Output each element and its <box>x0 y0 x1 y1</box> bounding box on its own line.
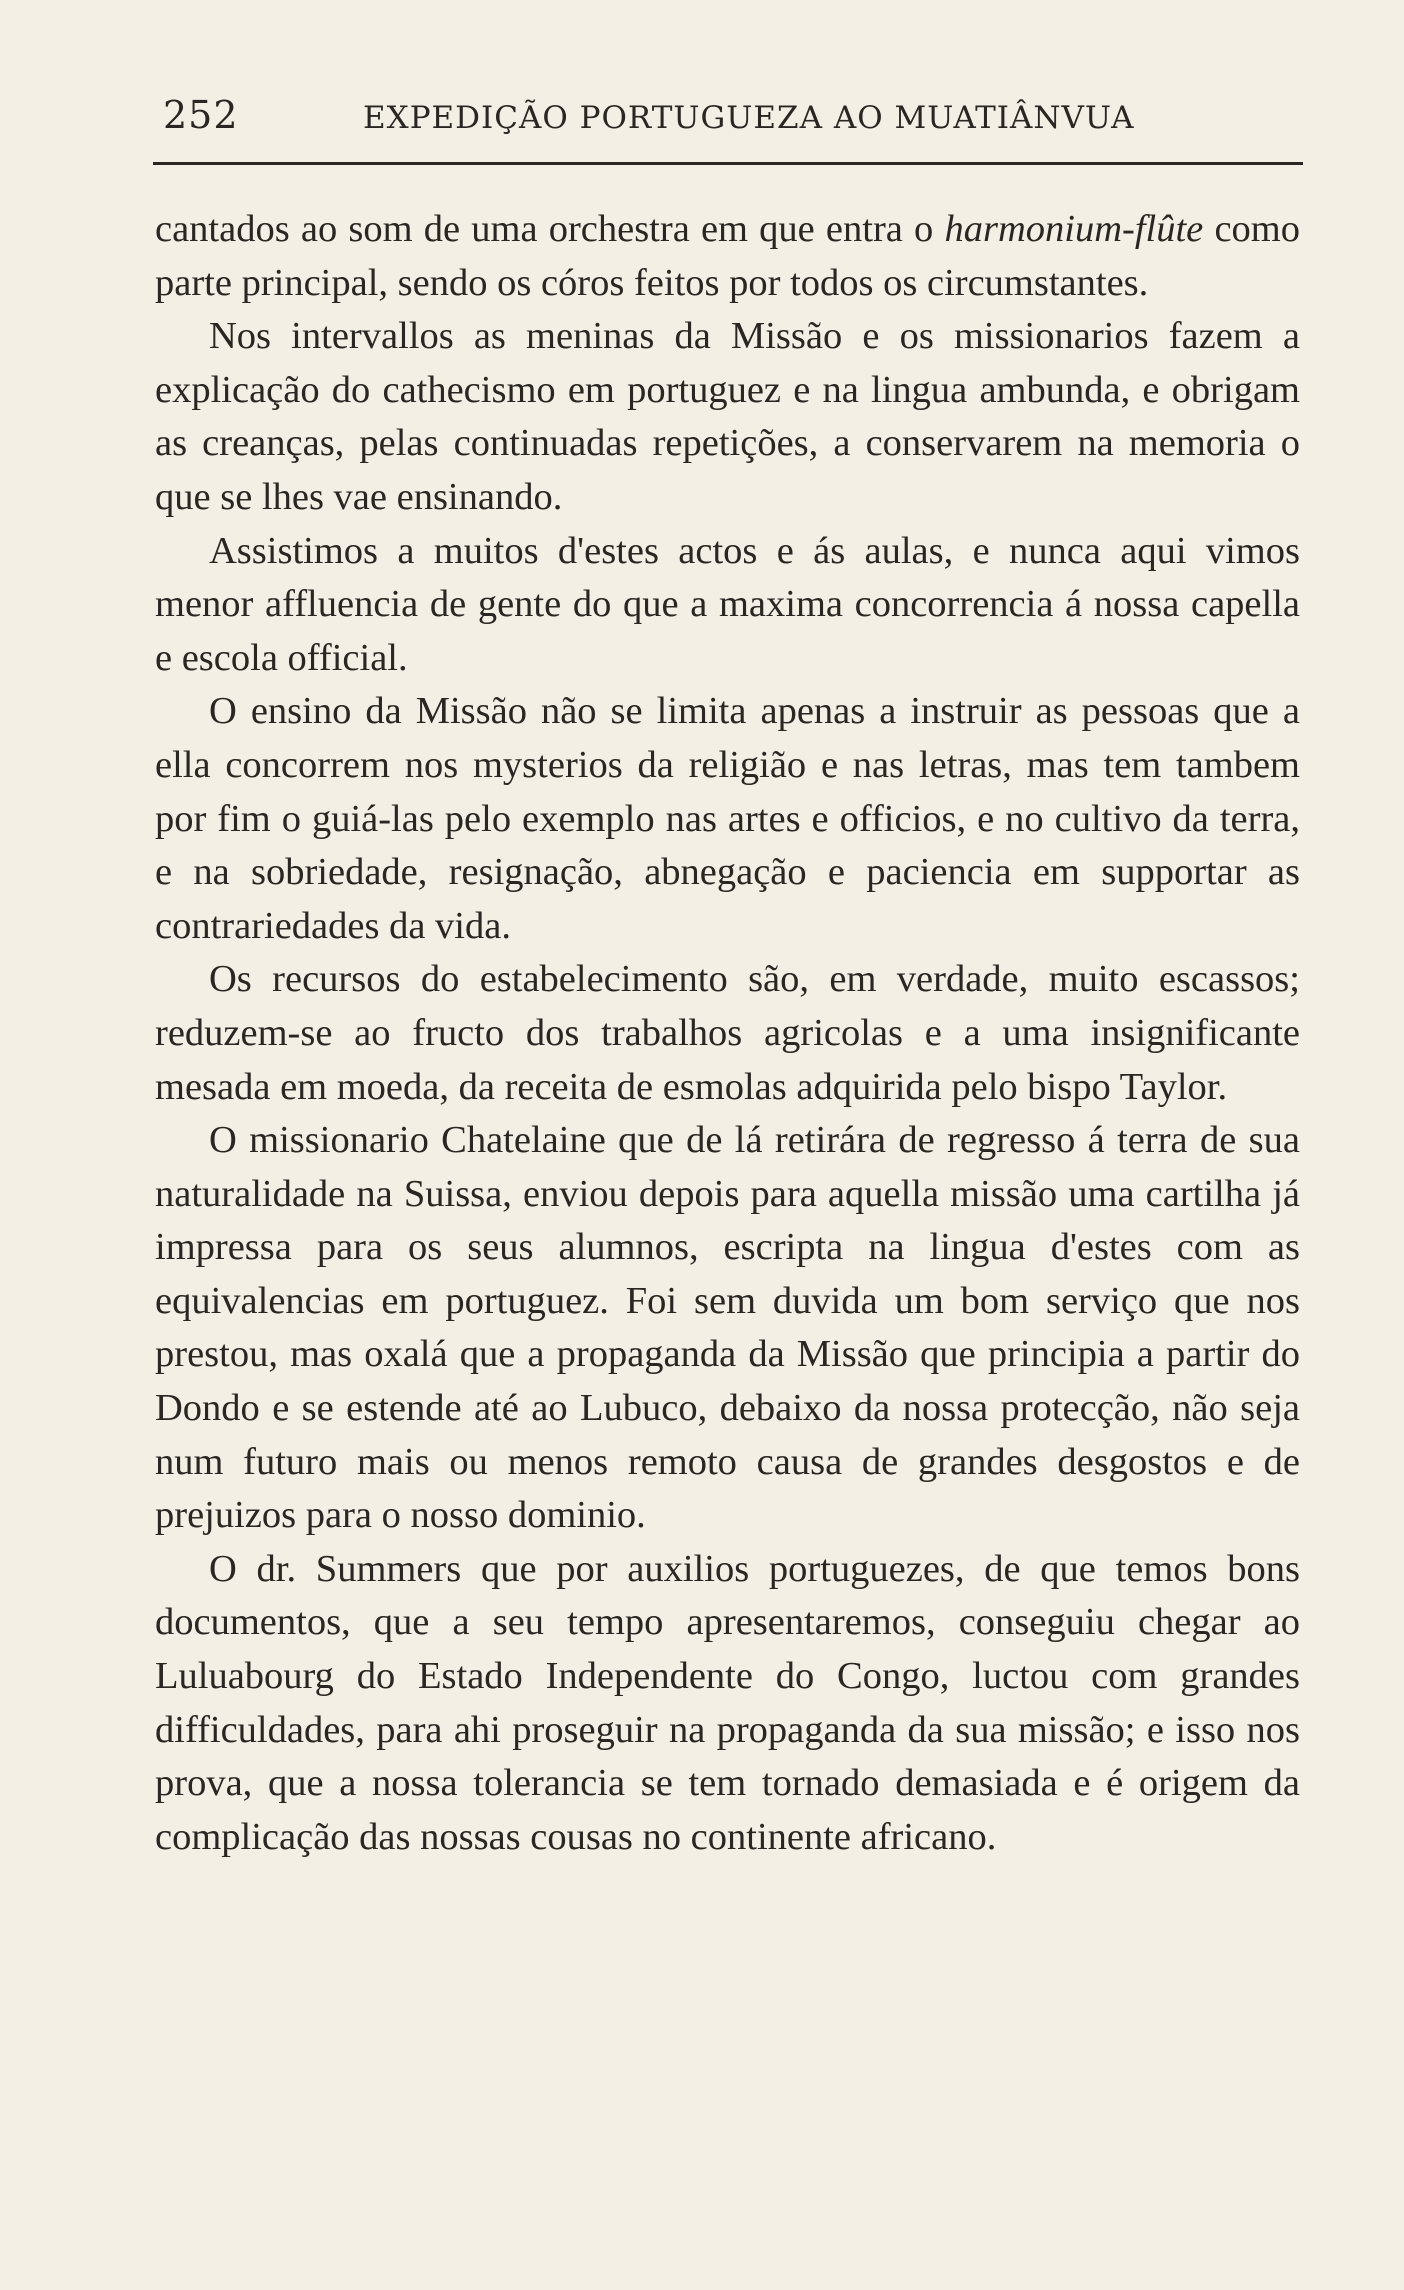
paragraph: O missionario Chatelaine que de lá retirára de regresso á terra de sua naturalidade na Suissa, enviou depois para aquella missão uma cartilha já impressa para os seus alumnos, escripta na lingua d'estes com as equivalencias em portuguez. Foi sem duvida um bom serviço que nos prestou, mas oxalá que a propaganda da Missão que principia a partir do Dondo e se estende até ao Lubuco, debaixo da nossa protecção, não seja num futuro mais ou menos remoto causa de grandes desgostos e de prejuizos para o nosso dominio. <box>155 1119 1300 1537</box>
paragraph: Os recursos do estabelecimento são, em verdade, muito escassos; reduzem-se ao fructo dos trabalhos agricolas e a uma insignificante mesada em moeda, da receita de esmolas adquirida pelo bispo Taylor. <box>155 958 1300 1108</box>
text-run: como parte principal, sendo os córos feitos por todos os circumstantes. <box>155 208 1300 304</box>
header-rule <box>153 162 1303 165</box>
italic-term: harmonium-flûte <box>944 208 1204 250</box>
text-run: cantados ao som de uma orchestra em que entra o <box>155 208 945 250</box>
paragraph: Assistimos a muitos d'estes actos e ás aulas, e nunca aqui vimos menor affluencia de gente do que a maxima concorrencia á nossa capella e escola official. <box>155 529 1300 679</box>
body-text <box>155 203 1300 1864</box>
paragraph: O ensino da Missão não se limita apenas a instruir as pessoas que a ella concorrem nos mysterios da religião e nas letras, mas tem tambem por fim o guiá-las pelo exemplo nas artes e officios, e no cultivo da terra, e na sobriedade, resignação, abnegação e paciencia em supportar as contrariedades da vida. <box>155 690 1300 947</box>
paragraph <box>155 203 1300 310</box>
paragraph: O dr. Summers que por auxilios portuguezes, de que temos bons documentos, que a seu tempo apresentaremos, conseguiu chegar ao Luluabourg do Estado Independente do Congo, luctou com grandes difficuldades, para ahi proseguir na propaganda da sua missão; e isso nos prova, que a nossa tolerancia se tem tornado demasiada e é origem da complicação das nossas cousas no continente africano. <box>155 1547 1300 1858</box>
page-number: 252 <box>163 93 239 137</box>
paragraph: Nos intervallos as meninas da Missão e os missionarios fazem a explicação do cathecismo em portuguez e na lingua ambunda, e obrigam as creanças, pelas continuadas repetições, a conservarem na memoria o que se lhes vae ensinando. <box>155 315 1300 518</box>
running-title: EXPEDIÇÃO PORTUGUEZA AO MUATIÂNVUA <box>363 100 1135 136</box>
